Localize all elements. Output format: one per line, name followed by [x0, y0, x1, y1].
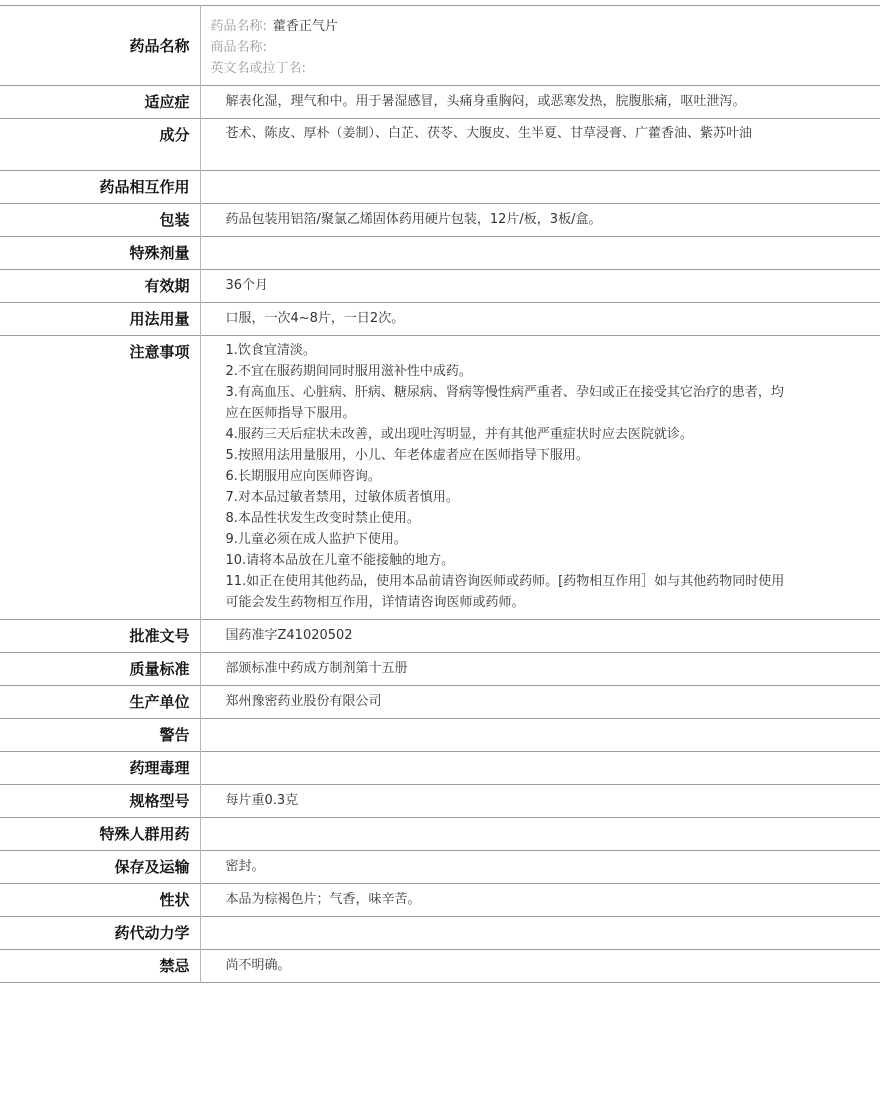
warning-label: 警告 — [159, 726, 190, 744]
quality-standard-label: 质量标准 — [129, 660, 190, 678]
precautions-list — [200, 336, 880, 620]
special-population-row — [0, 818, 880, 851]
drug-name-line — [211, 16, 791, 37]
packaging-value: 药品包装用铝箔/聚氯乙烯固体药用硬片包装，12片/板，3板/盒。 — [225, 212, 602, 227]
specification-value: 每片重0.3克 — [225, 793, 299, 808]
warning-value — [200, 719, 880, 752]
usage-dosage-value: 口服，一次4~8片，一日2次。 — [225, 311, 405, 326]
usage-dosage-label: 用法用量 — [129, 310, 190, 328]
specification-label: 规格型号 — [129, 792, 190, 810]
ingredients-value: 苍术、陈皮、厚朴（姜制）、白芷、茯苓、大腹皮、生半夏、甘草浸膏、广藿香油、紫苏叶油 — [225, 126, 753, 141]
interactions-row — [0, 171, 880, 204]
toxicology-label: 药理毒理 — [129, 759, 190, 777]
contraindications-row — [0, 950, 880, 983]
indication-label: 适应症 — [144, 93, 190, 111]
toxicology-value — [200, 752, 880, 785]
drug-name-label-cell — [0, 6, 200, 86]
precaution-item: 11.如正在使用其他药品，使用本品前请咨询医师或药师。[药物相互作用］如与其他药物同时使用可能会发生药物相互作用，详情请咨询医师或药师。 — [225, 574, 785, 610]
usage-dosage-row — [0, 303, 880, 336]
english-name-line — [211, 58, 791, 79]
precaution-item: 3.有高血压、心脏病、肝病、糖尿病、肾病等慢性病严重者、孕妇或正在接受其它治疗的患者，均应在医师指导下服用。 — [225, 385, 784, 421]
manufacturer-row — [0, 686, 880, 719]
shelf-life-row — [0, 270, 880, 303]
precaution-item: 6.长期服用应向医师咨询。 — [225, 469, 381, 484]
precaution-item: 2.不宜在服药期间同时服用滋补性中成药。 — [225, 364, 472, 379]
manufacturer-value: 郑州豫密药业股份有限公司 — [225, 694, 382, 709]
shelf-life-value: 36个月 — [225, 278, 269, 293]
manufacturer-label: 生产单位 — [129, 693, 190, 711]
special-population-label: 特殊人群用药 — [99, 825, 190, 843]
pharmacokinetics-value — [200, 917, 880, 950]
storage-row — [0, 851, 880, 884]
special-dosage-row — [0, 237, 880, 270]
appearance-label: 性状 — [159, 891, 190, 909]
precaution-item: 8.本品性状发生改变时禁止使用。 — [225, 511, 420, 526]
precaution-item: 4.服药三天后症状未改善，或出现吐泻明显，并有其他严重症状时应去医院就诊。 — [225, 427, 693, 442]
drug-name-key: 药品名称: — [210, 19, 267, 34]
appearance-value: 本品为棕褐色片；气香，味辛苦。 — [225, 892, 421, 907]
indication-row — [0, 86, 880, 119]
shelf-life-label: 有效期 — [144, 277, 190, 295]
trade-name-line — [211, 37, 791, 58]
approval-number-value: 国药准字Z41020502 — [225, 628, 353, 643]
precaution-item: 5.按照用法用量服用，小儿、年老体虚者应在医师指导下服用。 — [225, 448, 589, 463]
english-name-key: 英文名或拉丁名: — [210, 61, 306, 76]
special-dosage-label: 特殊剂量 — [129, 244, 190, 262]
pharmacokinetics-row — [0, 917, 880, 950]
precaution-item: 10.请将本品放在儿童不能接触的地方。 — [225, 553, 455, 568]
approval-number-label: 批准文号 — [129, 627, 190, 645]
precautions-label: 注意事项 — [129, 343, 190, 361]
storage-label: 保存及运输 — [114, 858, 190, 876]
trade-name-key: 商品名称: — [210, 40, 267, 55]
precautions-row — [0, 336, 880, 620]
drug-name-value: 藿香正气片 — [272, 19, 338, 34]
ingredients-label: 成分 — [159, 126, 190, 144]
specification-row — [0, 785, 880, 818]
contraindications-label: 禁忌 — [159, 957, 190, 975]
contraindications-value: 尚不明确。 — [225, 958, 291, 973]
precaution-item: 7.对本品过敏者禁用，过敏体质者慎用。 — [225, 490, 459, 505]
interactions-label: 药品相互作用 — [99, 178, 190, 196]
quality-standard-value: 部颁标准中药成方制剂第十五册 — [225, 661, 408, 676]
warning-row — [0, 719, 880, 752]
ingredients-row — [0, 119, 880, 171]
packaging-row — [0, 204, 880, 237]
packaging-label: 包装 — [159, 211, 190, 229]
drug-name-row — [0, 6, 880, 86]
interactions-value — [200, 171, 880, 204]
precaution-item: 9.儿童必须在成人监护下使用。 — [225, 532, 407, 547]
precaution-item: 1.饮食宜清淡。 — [225, 343, 316, 358]
drug-name-label: 药品名称 — [129, 36, 190, 55]
special-dosage-value — [200, 237, 880, 270]
toxicology-row — [0, 752, 880, 785]
pharmacokinetics-label: 药代动力学 — [114, 924, 190, 942]
approval-number-row — [0, 620, 880, 653]
quality-standard-row — [0, 653, 880, 686]
storage-value: 密封。 — [225, 859, 265, 874]
appearance-row — [0, 884, 880, 917]
drug-name-value-cell — [200, 6, 880, 86]
indication-value: 解表化湿，理气和中。用于暑湿感冒，头痛身重胸闷，或恶寒发热，脘腹胀痛，呕吐泄泻。 — [225, 94, 746, 109]
special-population-value — [200, 818, 880, 851]
drug-spec-table — [0, 5, 880, 983]
